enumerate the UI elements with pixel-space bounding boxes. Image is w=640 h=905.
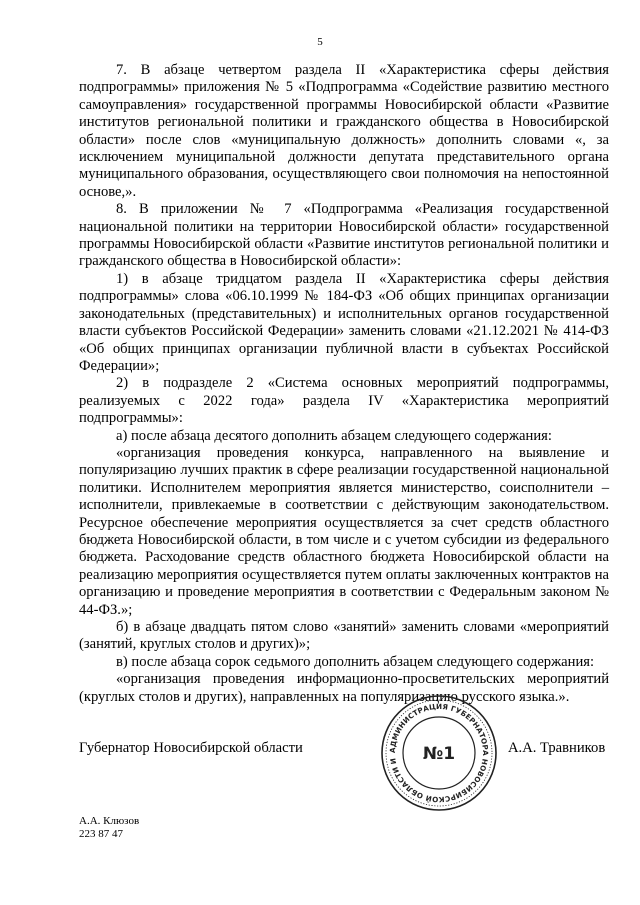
- stamp-number: №1: [422, 744, 456, 764]
- footer-contact: [79, 815, 139, 841]
- paragraph: 1) в абзаце тридцатом раздела II «Характеристика сферы действия подпрограммы» слова «06.10.1999 № 184-ФЗ «Об общих принципах организации законодательных (представительных) и исполнительных органов государственной власти субъектов Российской Федерации» заменить словами «21.12.2021 № 414-ФЗ «Об общих принципах организации публичной власти в субъектах Российской Федерации»;: [79, 270, 609, 374]
- paragraph: б) в абзаце двадцать пятом слово «занятий» заменить словами «мероприятий (занятий, круглых столов и других)»;: [79, 619, 609, 653]
- author-name: А.А. Клюзов: [79, 815, 140, 827]
- paragraph: а) после абзаца десятого дополнить абзацем следующего содержания:: [116, 427, 552, 444]
- page-number: 5: [317, 36, 323, 48]
- paragraph: 8. В приложении № 7 «Подпрограмма «Реализация государственной национальной политики на территории Новосибирской области» государственной программы Новосибирской области «Развитие институтов региональной политики и гражданского общества в Новосибирской области»:: [79, 201, 609, 270]
- paragraph: «организация проведения конкурса, направленного на выявление и популяризацию лучших практик в сфере реализации государственной национальной политики. Исполнителем мероприятия является министерство, соисполнители – исполнители, привлекаемые в соответствии с действующим законодательством. Ресурсное обеспечение мероприятия осуществляется за счет средств областного бюджета Новосибирской области, в том числе и с учетом субсидии из федерального бюджета. Расходование средств областного бюджета Новосибирской области на реализацию мероприятия осуществляется путем оплаты заключенных контрактов на организацию и проведение мероприятия в соответствии с Федеральным законом № 44-ФЗ.»;: [79, 444, 609, 618]
- paragraph: 7. В абзаце четвертом раздела II «Характеристика сферы действия подпрограммы» приложения № 5 «Подпрограмма «Содействие развитию местного самоуправления» государственной программы Новосибирской области «Развитие институтов региональной политики и гражданского общества в Новосибирской области» после слов «муниципальную должность» дополнить словами «, за исключением муниципальной должности депутата представительного органа муниципального образования, осуществляющего свои полномочия на непостоянной основе,».: [79, 62, 609, 200]
- paragraph: «организация проведения информационно-просветительских мероприятий (круглых столов и других), направленных на популяризацию русского языка.».: [79, 671, 609, 705]
- signatory-name: А.А. Травников: [508, 740, 606, 756]
- stamp-ring-text: АДМИНИСТРАЦИЯ ГУБЕРНАТОРА НОВОСИБИРСКОЙ ОБЛАСТИ И: [387, 701, 491, 805]
- paragraph: в) после абзаца сорок седьмого дополнить абзацем следующего содержания:: [116, 653, 595, 670]
- paragraph: 2) в подразделе 2 «Система основных мероприятий подпрограммы, реализуемых с 2022 года» раздела IV «Характеристика мероприятий подпрограммы»:: [79, 375, 609, 427]
- author-phone: 223 87 47: [79, 828, 123, 840]
- document-body: [79, 62, 609, 706]
- signatory-position: Губернатор Новосибирской области: [79, 740, 303, 756]
- official-stamp: [378, 693, 500, 813]
